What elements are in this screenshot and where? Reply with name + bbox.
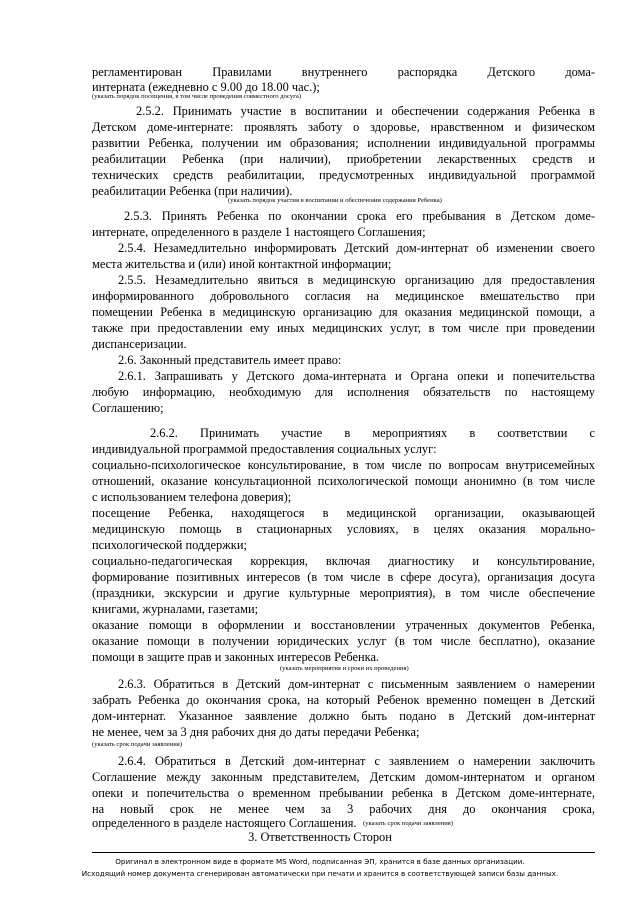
body-line: забрать Ребенка до окончания срока, на который Ребенок временно помещен в Детский bbox=[92, 693, 595, 707]
body-line: на новый срок не менее чем за 3 рабочих дня до окончания срока, bbox=[92, 802, 595, 816]
body-line: (праздники, экскурсии и другие культурные мероприятия), в том числе обеспечение bbox=[92, 586, 595, 600]
body-line: 2.6.3. Обратиться в Детский дом-интернат с письменным заявлением о намерении bbox=[118, 677, 595, 691]
field-hint: (указать порядок посещения, в том числе проведения совместного досуга) bbox=[92, 93, 302, 100]
body-line: определенного в разделе настоящего Соглашения. bbox=[92, 816, 357, 830]
body-line: не менее, чем за 3 дня рабочих дня до даты передачи Ребенка; bbox=[92, 725, 420, 739]
body-line: диспансеризации. bbox=[92, 337, 187, 351]
footer-divider bbox=[92, 852, 595, 853]
body-line: книгами, журналами, газетами; bbox=[92, 602, 259, 616]
body-line: реабилитации Ребенка (при наличии), приобретении лекарственных средств и bbox=[92, 152, 595, 166]
body-line: 2.6. Законный представитель имеет право: bbox=[118, 353, 342, 367]
footer-line: Оригинал в электронном виде в формате MS Word, подписанная ЭП, хранится в базе данных организации. bbox=[115, 857, 525, 866]
body-line: социально-педагогическая коррекция, включая диагностику и консультирование, bbox=[92, 554, 595, 568]
body-line: помещении Ребенка в медицинскую организацию для оказания медицинской помощи, а bbox=[92, 305, 595, 319]
body-line: оказание помощи в оформлении и восстановлении утраченных документов Ребенка, bbox=[92, 618, 595, 632]
body-line: реабилитации Ребенка (при наличии). bbox=[92, 184, 293, 198]
body-line: также при предоставлении ему иных медицинских услуг, в том числе при проведении bbox=[92, 321, 595, 335]
body-line: Детском доме-интернате: проявлять заботу о здоровье, нравственном и физическом bbox=[92, 120, 595, 134]
body-line: 2.6.4. Обратиться в Детский дом-интернат с заявлением о намерении заключить bbox=[118, 754, 595, 768]
body-line: посещение Ребенка, находящегося в медицинской организации, оказывающей bbox=[92, 506, 595, 520]
section-heading: 3. Ответственность Сторон bbox=[248, 830, 392, 844]
body-line: интернате, определенного в разделе 1 настоящего Соглашения; bbox=[92, 225, 426, 239]
field-hint: (указать порядок участия в воспитании и обеспечении содержания Ребенка) bbox=[228, 197, 442, 204]
body-line: 2.5.4. Незамедлительно информировать Детский дом-интернат об изменении своего bbox=[118, 241, 595, 255]
body-line: помощи в защите прав и законных интересов Ребенка. bbox=[92, 650, 380, 664]
body-line: формирование позитивных интересов (в том числе в сфере досуга), организация досуга bbox=[92, 570, 595, 584]
body-line: развитии Ребенка, получении им образования; исполнении индивидуальной программы bbox=[92, 136, 595, 150]
footer-line: Исходящий номер документа сгенерирован автоматически при печати и хранится в соответствующей записи базы данных. bbox=[81, 869, 559, 878]
body-line: дом-интернат. Указанное заявление должно быть подано в Детский дом-интернат bbox=[92, 709, 595, 723]
body-line: технических средств реабилитации, предусмотренных индивидуальной программой bbox=[92, 168, 595, 182]
body-line: 2.5.2. Принимать участие в воспитании и обеспечении содержания Ребенка в bbox=[136, 104, 595, 118]
body-line: 2.6.1. Запрашивать у Детского дома-интерната и Органа опеки и попечительства bbox=[118, 369, 595, 383]
field-hint: (указать срок подачи заявления) bbox=[92, 741, 183, 748]
body-line: информированного добровольного согласия на медицинское вмешательство при bbox=[92, 289, 595, 303]
body-line: индивидуальной программой предоставления социальных услуг: bbox=[92, 442, 437, 456]
body-line: 2.6.2. Принимать участие в мероприятиях в соответствии с bbox=[150, 426, 595, 440]
body-line: 2.5.5. Незамедлительно явиться в медицинскую организацию для предоставления bbox=[118, 273, 595, 287]
body-line: интерната (ежедневно с 9.00 до 18.00 час.); bbox=[92, 80, 320, 94]
body-line: регламентирован Правилами внутреннего распорядка Детского дома- bbox=[92, 65, 595, 79]
body-line: Соглашению; bbox=[92, 401, 164, 415]
body-line: оказание помощи в получении юридических услуг (в том числе бесплатно), оказание bbox=[92, 634, 595, 648]
body-line: опеки и попечительства о временном пребывании ребенка в Детском доме-интернате, bbox=[92, 786, 595, 800]
body-line: места жительства и (или) иной контактной информации; bbox=[92, 257, 392, 271]
body-line: любую информацию, необходимую для исполнения обязательств по настоящему bbox=[92, 385, 595, 399]
body-line: с использованием телефона доверия); bbox=[92, 490, 292, 504]
body-line: Соглашение между законным представителем, Детским домом-интернатом и органом bbox=[92, 770, 595, 784]
body-line: отношений, оказание консультационной психологической помощи анонимно (в том числе bbox=[92, 474, 595, 488]
field-hint: (указать срок подачи заявления) bbox=[363, 820, 454, 827]
body-line: 2.5.3. Принять Ребенка по окончании срока его пребывания в Детском доме- bbox=[124, 209, 595, 223]
body-line: психологической поддержки; bbox=[92, 538, 247, 552]
body-line: социально-психологическое консультирование, в том числе по вопросам внутрисемейных bbox=[92, 458, 595, 472]
body-line: медицинскую помощь в стационарных условиях, в целях оказания морально- bbox=[92, 522, 595, 536]
field-hint: (указать мероприятия и сроки их проведения) bbox=[280, 665, 409, 672]
